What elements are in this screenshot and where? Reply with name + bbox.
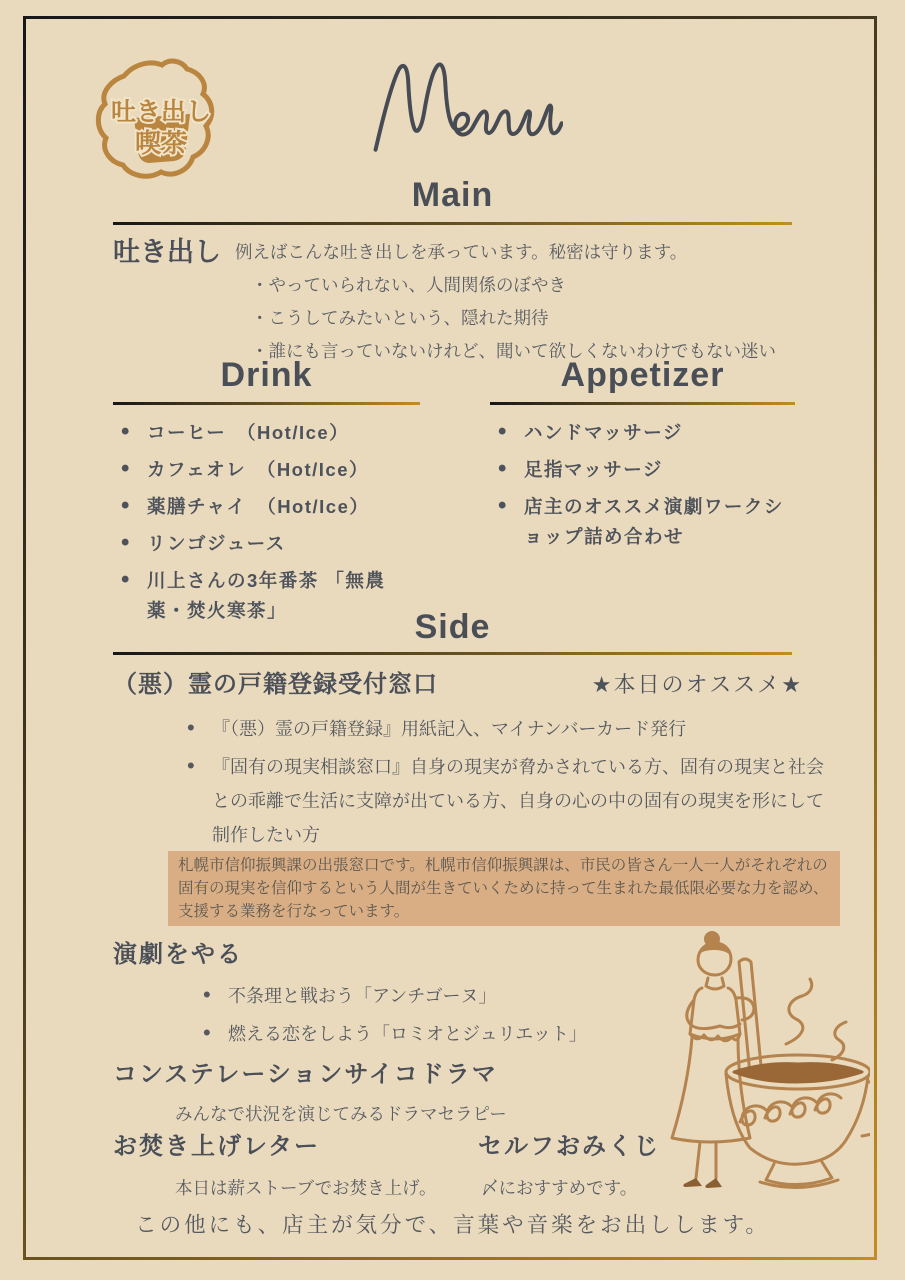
collar: [706, 978, 724, 989]
steam-icon: [786, 979, 812, 1044]
letter-desc: 本日は薪ストーブでお焚き上げ。: [175, 1178, 437, 1198]
hands: [720, 1024, 740, 1028]
drink-column: [113, 356, 420, 633]
main-heading-rule: [113, 222, 792, 225]
appetizer-heading-rule: [490, 402, 795, 405]
footer-note: この他にも、店主が気分で、言葉や音楽をお出しします。: [135, 1213, 770, 1237]
drink-item: • カフェオレ （Hot/Ice）: [113, 455, 420, 485]
shoes: [683, 1178, 722, 1188]
side-heading-rule: [113, 652, 792, 655]
drink-item: • 薬膳チャイ （Hot/Ice）: [113, 492, 420, 522]
omikuji-block: [478, 1126, 660, 1200]
hakidashi-intro: 例えばこんな吐き出しを承っています。秘密は守ります。: [235, 242, 688, 262]
drink-item: • コーヒー （Hot/Ice）: [113, 418, 420, 448]
ghost-registry-title: （悪）霊の戸籍登録受付窓口: [113, 671, 438, 698]
cup-foot: [760, 1162, 838, 1188]
hakidashi-block: [113, 237, 813, 368]
hakidashi-example-2: ・こうしてみたいという、隠れた期待: [251, 308, 549, 328]
psychodrama-desc: みんなで状況を演じてみるドラマセラピー: [175, 1104, 507, 1124]
appetizer-item: • ハンドマッサージ: [490, 418, 795, 448]
drink-appetizer-columns: [113, 356, 795, 633]
theater-item: • 不条理と戦おう「アンチゴーヌ」: [201, 979, 673, 1013]
omikuji-desc: 〆におすすめです。: [481, 1178, 638, 1198]
blouse: [690, 988, 740, 1039]
hakidashi-label: 吐き出し: [113, 237, 221, 267]
coffee-cup-woman-icon: [636, 926, 870, 1202]
drink-list: [113, 418, 420, 626]
hair: [699, 942, 732, 956]
hakidashi-examples: [251, 269, 776, 368]
todays-recommend-badge: ★本日のオススメ★: [591, 672, 803, 697]
side-detail-item: • 『固有の現実相談窓口』自身の現実が脅かされている方、固有の現実と社会との乖離で生活に支障が出ている方、自身の心の中の固有の現実を形にして制作したい方: [185, 750, 835, 852]
side-counter-row: [113, 664, 803, 699]
letter-block: [113, 1126, 478, 1200]
hakidashi-example-3: ・誰にも言っていないけれど、聞いて欲しくないわけでもない迷い: [251, 341, 776, 361]
faith-promotion-note: 札幌市信仰振興課の出張窓口です。札幌市信仰振興課は、市民の皆さん一人一人がそれぞれの固有の現実を信仰するという人間が生きていくために持って生まれた最低限必要な力を認め、支援する業務を行なっています。: [168, 851, 840, 926]
drink-item: • リンゴジュース: [113, 529, 420, 559]
appetizer-column: [490, 356, 795, 633]
woman-stirring-cup-illustration: [636, 926, 870, 1207]
theater-item: • 燃える恋をしよう「ロミオとジュリエット」: [201, 1017, 673, 1051]
appetizer-heading: Appetizer: [560, 356, 725, 394]
appetizer-item: • 店主のオススメ演劇ワークショップ詰め合わせ: [490, 492, 795, 552]
theater-title: 演劇をやる: [113, 941, 243, 968]
drink-heading: Drink: [220, 356, 313, 394]
theater-list: [201, 979, 673, 1051]
omikuji-title: セルフおみくじ: [478, 1133, 660, 1160]
main-section-heading: Main: [411, 176, 494, 214]
psychodrama-block: [113, 1054, 673, 1126]
side-section-heading: Side: [414, 608, 491, 646]
appetizer-list: [490, 418, 795, 552]
legs: [696, 1142, 716, 1178]
logo-text-line2: 喫茶: [134, 128, 188, 158]
hakidashi-body: [235, 237, 776, 368]
coffee-surface: [734, 1064, 862, 1082]
side-detail-item: • 『（悪）霊の戸籍登録』用紙記入、マイナンバーカード発行: [185, 712, 835, 746]
theater-block: [113, 934, 673, 1055]
logo-text-line1: 吐き出し: [110, 98, 212, 126]
letter-title: お焚き上げレター: [113, 1133, 321, 1160]
side-detail-list: [185, 712, 835, 856]
drink-heading-rule: [113, 402, 420, 405]
cup-scribble-decoration: [740, 1094, 841, 1125]
appetizer-item: • 足指マッサージ: [490, 455, 795, 485]
menu-script-title: [368, 58, 563, 160]
drink-item: • 川上さんの3年番茶 「無農薬・焚火寒茶」: [113, 566, 420, 626]
psychodrama-title: コンステレーションサイコドラマ: [113, 1061, 498, 1088]
steam-icon: [832, 1022, 846, 1060]
menu-script-icon: [368, 58, 563, 155]
hakidashi-example-1: ・やっていられない、人間関係のぼやき: [251, 275, 566, 295]
